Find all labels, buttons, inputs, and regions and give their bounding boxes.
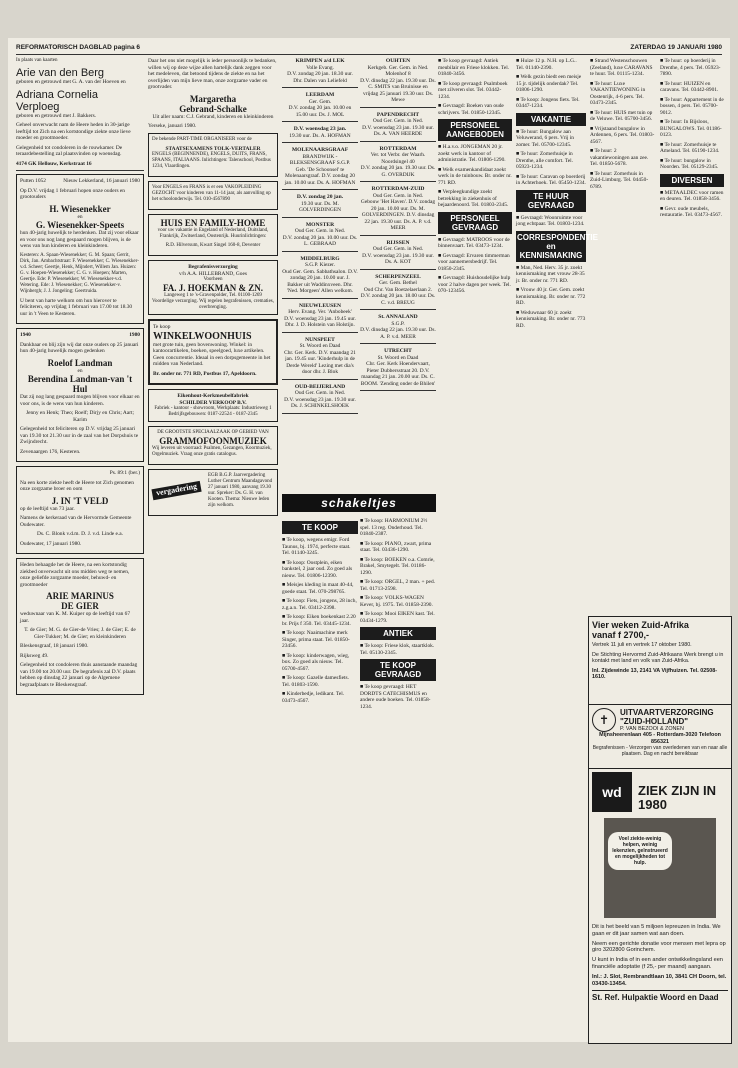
classified-ad: ■ Te huur: Zomerhuisje in Drenthe, alle comfort. Tel. 05923-1234. — [516, 151, 574, 170]
text: ENGELS (BEGINNENDE), ENGELS, DUITS, FRANS, SPAANS, ITALIAANS. Inlichtingen: Talenschool, Postbus 1234, Vlaardingen. — [152, 152, 271, 169]
column-4-churches — [360, 58, 436, 488]
text: Neem een gerichte donatie voor mensen met lepra op giro 3202800 Gorinchem. — [592, 940, 726, 954]
divider — [282, 87, 358, 88]
church-t: D.V. dinsdag 22 jan. 19.30 uur. Ds. C. SMITS van Bruinisse en vrijdag 25 januari 19.30 uur. Ds. Mewe — [360, 77, 436, 103]
classified-ad: ■ Gevraagd: Boeken van oude schrijvers. Tel. 01850-12345. — [438, 103, 504, 116]
classified-ad: ■ Te koop: Friese klok, staartklok. Tel. 05130-2345. — [360, 643, 435, 656]
church-name: NUNSPEET — [305, 336, 335, 343]
en: en — [77, 367, 83, 374]
classified-ad: ■ Te koop: BOEKEN o.a. Comrie, Brakel, Smytegelt. Tel. 01186-1290. — [360, 556, 435, 576]
divider — [360, 235, 436, 236]
text: Dat zij nog lang gespaard mogen blijven voor elkaar en voor ons, is de wens van hun kinderen. — [20, 394, 140, 407]
address: Rijksweg 49. — [20, 652, 49, 659]
church-service — [360, 274, 436, 311]
address: Inl.: J. Slot, Rembrandtlaan 10, 3841 CH Doorn, tel. 03430-13454. — [592, 973, 727, 987]
name: DE GIER — [61, 601, 99, 611]
church-sub: Oud Ger. Gem. in Ned. — [372, 246, 424, 252]
column-5 — [438, 58, 512, 1036]
classified-ad: ■ Te koop: HARMONIUM 2½ spel. 13 reg. Onderhoud. Tel. 01840-2387. — [360, 518, 428, 537]
church-t: D.V. woensdag 23 jan. 19.45 uur. Dhr. J. D. Holstein van Holstijn. — [284, 315, 356, 328]
church-t: D.V. woensdag 23 jan. 19.30 uur. Ds. J. SCHINKELSHOEK — [284, 396, 356, 409]
column-1 — [16, 58, 144, 1036]
church-name: D.V. woensdag 23 jan. — [293, 126, 347, 132]
church-sub: Volle Evang. — [306, 64, 334, 71]
text: Uit aller naam: C.J. Gebrand, kinderen en kleinkinderen — [152, 113, 274, 120]
text: Vertrek 11 juli en vertrek 17 oktober 1980. — [592, 642, 692, 648]
date: Yerseke, januari 1980. — [148, 123, 197, 129]
classified-ad: ■ Meisjes kleding in maat 40-44, goede staat. Tel. 070-298765. — [282, 582, 354, 595]
text: R.D. Hilversum, Kwart Singel 160-8, Deventer — [165, 243, 261, 248]
church-service — [282, 58, 358, 88]
church-t: D.V. dinsdag 22 jan. 19.30 uur. Ds. A. P. v.d. MEER — [360, 327, 436, 340]
text: Namens de kerkeraad van de Hervormde Gemeente Oudewater. — [20, 515, 132, 528]
church-service — [282, 92, 358, 122]
church-t: Geb. 'De Schoonsel' te Molenaarsgraaf. D.V. zondag 20 jan. 10.00 uur. Ds. A. HOFMAN — [284, 166, 356, 186]
text: geboren en getrouwd met G. A. van der Hoeven en — [16, 79, 126, 85]
church-t: D.V. woensdag 23 jan. 19.30 uur. Ds. A. KOT — [362, 252, 434, 265]
text: Heden behaagde het de Heere, na een kortstondig ziekbed onverwacht uit ons midden weg te nemen, onze geliefde zorgzame moeder, behuwd- en grootmoeder — [20, 562, 130, 588]
divider — [360, 141, 436, 142]
section-heading: TE KOOP GEVRAAGD — [360, 659, 436, 681]
name: H. Wiesenekker — [49, 203, 111, 214]
classified-ad: ■ Te koop: Mooi EIKEN kast. Tel. 03434-1279. — [360, 611, 435, 624]
text: Op D.V. vrijdag 1 februari hopen onze ouders en grootouders — [20, 187, 125, 200]
text: Langeweg 1 te 's-Gravenpolder, Tel. 01100-1269 — [164, 293, 262, 298]
church-service — [282, 126, 358, 143]
divider — [360, 309, 436, 310]
name: J. IN 'T VELD — [51, 495, 109, 506]
church-t: D.V. zondag 20 jan. 10.00 uur. Ds. L. GEBRAAD — [282, 234, 358, 247]
ad-family-home — [148, 214, 278, 256]
newspaper-page — [8, 38, 730, 1042]
classified-ad: ■ Te koop: Naaimachine merk Singer, prima staat. Tel. 01850-23456. — [282, 630, 350, 649]
name: Gebrand-Schalke — [179, 103, 247, 114]
sub: P. VAN BEZOOI & ZONEN — [620, 726, 684, 732]
ad-grammofoon — [148, 426, 278, 465]
divider — [282, 121, 358, 122]
ad-kerkmeubel — [148, 389, 278, 422]
title: HUIS EN FAMILY-HOME — [160, 218, 266, 228]
title: ZIEK ZIJN IN 1980 — [638, 783, 717, 812]
text: De bekende PART-TIME ORGANISEER voor de — [152, 136, 252, 142]
cross-icon: ✝ — [592, 708, 616, 732]
classified-ad: ■ Te huur: Appartement in de bossen, 4 pers. Tel. 05700-9012. — [660, 96, 724, 116]
church-sub: Kerkgeb. Ger. Gem. in Ned. Molenhof 8 — [367, 64, 429, 77]
church-name: LEERDAM — [305, 92, 335, 98]
classified-ad: ■ Te koop: VOLKS-WAGEN Kever, bj. 1975. Tel. 01858-2390. — [360, 595, 433, 608]
church-service — [360, 186, 436, 236]
ad-begrafenis — [148, 260, 278, 315]
divider — [360, 181, 436, 182]
church-name: RIJSSEN — [386, 239, 410, 246]
classified-ad: ■ Te huur: Luxe VAKANTIEWONING in Oostenrijk, 4-6 pers. Tel. 03473-2345. — [590, 80, 646, 106]
text: Daar het ons niet mogelijk is ieder persoonlijk te bedanken, willen wij op deze wijze allen hartelijk dank zeggen voor het medeleven, dat betoond tijdens de ziekte en na het overlijden van mijn lieve man, onze zorgzame vader en grootvader. — [148, 58, 277, 90]
announcement-death — [16, 466, 144, 554]
title: WINKELWOONHUIS — [153, 330, 252, 342]
church-service — [282, 303, 358, 333]
text: SCHILDER VERKOOP B.V. — [179, 399, 247, 406]
text: v/h A.A. HILLEBRAND, Goes — [179, 270, 247, 277]
classified-ad: ■ Te huur: HUIZEN en caravans. Tel. 03442-8901. — [660, 80, 719, 93]
classified-ad: ■ Huize 12 p. N.H. op L.G.. Tel. 01140-2390. — [516, 58, 577, 71]
classified-ad: ■ Te huur: bungalow in Noorden. Tel. 05129-2345. — [660, 157, 719, 170]
text: De Stichting Hervormd Zuid-Afrikaans Werk brengt u in kontakt met land en volk van Zuid-Afrika. — [592, 651, 724, 664]
classified-ad: ■ Te koop gevraagd: Antiek meubilair en Friese klokken. Tel. 01840-3456. — [438, 58, 510, 77]
divider — [282, 298, 358, 299]
year: 1940 — [20, 332, 31, 338]
church-name: ROTTERDAM-ZUID — [371, 186, 425, 192]
divider — [282, 217, 358, 218]
church-sub: Ger. Gem. — [308, 98, 332, 105]
church-name: MOLENAARSGRAAF — [291, 147, 349, 153]
text: Wij leveren uit voorraad: Psalmen, Gezangen, Koormuziek, Orgelmuziek. Vraag onze gratis catalogus. — [152, 446, 272, 457]
announcement-anniversary — [16, 174, 144, 324]
classified-ad: ■ Te koop: Eiken boekenkast 2.20 br. Prijs f 350. Tel. 03445-1234. — [282, 614, 356, 627]
classified-ad: ■ Welk gezin biedt een meisje 15 jr. tijdelijk onderdak? Tel. 01806-1290. — [516, 74, 582, 93]
church-name: D.V. zondag 20 jan. — [296, 194, 344, 200]
header-left: REFORMATORISCH DAGBLAD pagina 6 — [16, 44, 140, 51]
text: Br. onder nr. 771 RD, Postbus 17, Apeldoorn. — [153, 370, 257, 377]
name: Adriana Cornelia Verploeg — [16, 88, 98, 113]
section-heading: ANTIEK — [360, 627, 436, 640]
church-name: NIEUWLEUSEN — [299, 302, 341, 309]
section-heading: TE HUUR GEVRAAGD — [516, 190, 586, 212]
text: Fabriek - kantoor - showroom, Werkplaats: Industrieweg 1 — [154, 406, 272, 411]
section-heading: VAKANTIE — [516, 113, 586, 126]
title: Vier weken Zuid-Afrika — [592, 620, 689, 630]
text: met grote tuin, geen bovenwoning. Winkel: in kantoorartikelen, boeken, speelgoed, luxe artikelen. Geen concurrentie. Ideaal in een dorpsgemeente in het midden van Nederland. — [153, 341, 271, 367]
title: STAATSEXAMENS TOLK-VERTALER — [165, 145, 261, 152]
divider — [360, 343, 436, 344]
text: weduwnaar van K. M. Kuiper op de leeftijd van 67 jaar. — [20, 611, 131, 624]
classified-ad: ■ Te koop: PIANO, zwart, prima staat. Tel. 03436-1290. — [360, 540, 432, 553]
classified-ad: ■ Weduwnaar 60 jr. zoekt kennismaking. Br. onder nr. 773 RD. — [516, 309, 586, 329]
divider — [282, 142, 358, 143]
church-name: OUHTEN — [385, 58, 411, 64]
text: Dankbaar en blij zijn wij dat onze ouders op 25 januari hun 40-jarig huwelijk mogen gedenken — [20, 341, 139, 354]
classified-ad: ■ Te huur: Caravan op boerderij in Achterhoek. Tel. 05450-1234. — [516, 173, 586, 186]
church-sub: Ver. tot Verbr. der Waarh. Noordsingel 40 — [370, 152, 426, 165]
church-service — [282, 384, 358, 414]
church-t: D.V. zondag 20 jan. 10.00 en 15.00 uur. Ds. J. MOL — [288, 105, 352, 118]
text: EGB B.G.P. Jaarvergadering Luther Centrum Maandagavond 27 januari 1980, aanvang 19.30 uur. Spreker: Ds. G. H. van Kooten. Thema: Nieuwe leden zijn welkom. — [208, 473, 273, 508]
family-list: Kesteren: A. Spaan-Wiesenekker; G. M. Spaan; Gerrit, Dirk, Jan. Ambachtstraat: F. Wiesenekker; C. Wiesenekker-v.d. Scheer; Geertje, Henk, Mijndert, Willem Jan. Huizen: G. v. Hoepen-Wiesenekker; C. G. v. Hoepen; Marten, Geertje. Ede: P. Wiesenekker; W. Wiesenekker-v.d. Wetering. Ede: J. Wiesenekker; G. Wiesenekker-v. Wijnbergh; J. J. Jongeling; Geertruida. — [20, 252, 139, 294]
church-sub: Oud Ger. Gem. in Ned. — [294, 228, 346, 234]
church-name: OUD-BEIJERLAND — [294, 383, 346, 390]
signature: Ds. C. Blonk v.d.m. D. J. v.d. Linde e.a. — [37, 531, 123, 537]
church-sub: Oud Ger. Gem. in Ned. — [294, 390, 346, 396]
church-name: MIDDELBURG — [300, 255, 340, 262]
text: Na een korte ziekte heeft de Heere tot Zich genomen onze zorgzame broer en oom — [20, 479, 134, 492]
signature: St. Ref. Hulpaktie Woord en Daad — [592, 990, 728, 1002]
ref: Ps. 89:1 (ber.) — [109, 470, 140, 476]
classified-ad: ■ Vrouw 40 jr. Ger. Gem. zoekt kennismaking. Br. onder nr. 772 RD. — [516, 287, 586, 306]
church-sub: St. Woord en Daad — [299, 343, 341, 349]
classified-ad: ■ Te huur: Zomerhuis in Zuid-Limburg. Tel. 04450-6789. — [590, 170, 649, 190]
church-t: Oud Chr. Van Boetzelaerlaan 2. D.V. zondag 20 jan. 18.00 uur. Ds. C. v.d. BREUG — [360, 286, 436, 306]
divider — [360, 269, 436, 270]
text: Bedrijfsgebouwen: 0187-22524 - 0187-2345 — [168, 412, 258, 417]
column-7 — [590, 58, 656, 618]
section-heading: CORRESPONDENTIE en KENNISMAKING — [517, 232, 598, 260]
church-service — [282, 147, 358, 190]
date: Bleskensgraaf, 18 januari 1980. — [20, 643, 89, 649]
text: Voorheen — [203, 277, 223, 282]
text: U kunt in India of in een ander ontwikkelingsland een financiële adoptatie (f 25,- per maand) aangaan. — [592, 957, 723, 970]
divider — [282, 379, 358, 380]
church-t: D.V. woensdag 23 jan. 19.30 uur. Ds. A. VAN HEERDE — [362, 124, 434, 137]
ad-winkelwoonhuis — [148, 319, 278, 385]
church-t: D.V. zondag 20 jan. 18.30 uur. Dhr. Dalen van Leliefeld — [287, 71, 353, 84]
photo-illustration — [604, 818, 716, 918]
address: Zevenaargen 176, Kesteren. — [20, 448, 81, 455]
church-name: UTRECHT — [384, 348, 412, 354]
name: G. Wiesenekker-Speets — [35, 220, 125, 230]
church-sub: Herv. Evang. Ver. 'Anbobeek' — [288, 309, 352, 315]
classified-ad: ■ Te huur: op boerderij in Drenthe, 4 pers. Tel. 05923-7890. — [660, 58, 721, 77]
text: Voor ENGELS en FRANS is er een VAKOPLEIDING GEZOCHT voor kinderen van 11-14 jaar, als aanvulling op het schoolonderwijs. Tel. 010-4567890 — [152, 185, 271, 202]
classified-ad: ■ METAALDEC voor ramen en deuren. Tel. 01858-3456. — [660, 189, 724, 202]
church-name: PAPENDRECHT — [376, 111, 420, 118]
section-heading: DIVERSEN — [660, 174, 724, 187]
classified-ad: ■ Te koop: kinderwagen, wieg, box. Zo goed als nieuw. Tel. 05700-4567. — [282, 652, 350, 672]
church-service — [282, 256, 358, 299]
place: Putten 1052 — [20, 178, 46, 184]
name: Berendina Landman-van 't Hul — [27, 374, 133, 394]
text: voor uw vakantie in Engeland of Nederland, Duitsland, Frankrijk, Zwitserland, Oostenrijk. Huurinlichtingen: — [157, 228, 269, 239]
column-2 — [148, 58, 278, 1036]
divider — [282, 332, 358, 333]
church-t: 19.30 uur. Ds. A. HOFMAN — [289, 132, 351, 139]
classified-ad: ■ Strand Westenschouwen (Zeeland), luxe CARAVANS te huur. Tel. 01115-1234. — [590, 58, 653, 77]
year: 1980 — [129, 332, 140, 338]
price: vanaf f 2700,- — [592, 630, 650, 640]
schakeltjes-banner: schakeltjes — [282, 494, 436, 512]
classified-ad: ■ Te huur: 2 vakantiewoningen aan zee. Tel. 01850-5678. — [590, 148, 649, 167]
family-list: T. de Gier; M. G. de Gier-de Vries; J. de Gier; E. de Gier-Tukker; M. de Gier; en kleinkinderen — [24, 627, 136, 640]
classified-ad: ■ Te huur: In Bijsloos, BUNGALOWS. Tel. 01186-0123. — [660, 119, 722, 138]
classified-ad: ■ Welk examenkandidaat zoekt werk in de tuinbouw. Br. onder nr. 771 RD. — [438, 166, 512, 186]
classified-ad: ■ Gevraagd: Ervaren timmerman voor aannemersbedrijf. Tel. 01850-2345. — [438, 252, 510, 272]
classified-ad: ■ Verpleegkundige zoekt betrekking in ziekenhuis of bejaardenoord. Tel. 01803-2345. — [438, 189, 509, 208]
name: Arie van den Berg — [16, 67, 105, 79]
label: vergadering — [151, 481, 201, 500]
church-t: D.V. zondag 20 jan. 19.30 uur. Ds. G. OVERDIJK — [360, 165, 436, 178]
classified-ad: ■ Te koop, wegens emigr. Ford Taunus, bj. 1974, perfecte staat. Tel. 01140-3245. — [282, 537, 351, 556]
text: Begrafenisverzorging — [188, 264, 238, 270]
ad-vergadering — [148, 469, 278, 516]
classified-ad: ■ Te koop gevraagd: HET DORDTS CATECHISMUS en andere oude boeken. Tel. 01858-1234. — [360, 684, 431, 710]
text: Gelegenheid tot feliciteren op D.V. vrijdag 25 januari van 19.30 tot 21.30 uur in de zaal van het Dorpshuis te Zwijndrecht. — [20, 426, 139, 445]
text: Gelegenheid tot condoleren in de rouwkamer. De teraardebestelling zal plaatsvinden op woensdag. — [16, 144, 123, 157]
church-sub: S.G.P. — [391, 320, 405, 327]
thanks-notice — [148, 58, 278, 130]
text: Mijnsheerenlaan 405 - Rotterdam-3020 Telefoon 856321 — [599, 732, 721, 745]
section-heading: PERSONEEL AANGEBODEN — [438, 119, 512, 141]
text: Voordelige verzorging. Wij regelen begrafenissen, crematies, overbrenging. — [152, 299, 274, 310]
church-sub: S.G.P. Kiezer. — [304, 262, 336, 268]
classified-ad: ■ Gevraagd: Woonruimte voor jong echtpaar. Tel. 01803-1234. — [516, 214, 585, 227]
column-3-churches — [282, 58, 358, 488]
date: Oudewater, 17 januari 1980. — [20, 540, 82, 547]
classified-ad: ■ Te koop gevraagd: Psalmboek met zilveren slot. Tel. 03442-1234. — [438, 80, 508, 100]
kids: Jenny en Henk; Theo; Roelf; Dirjy en Chris; Aart; Karim — [26, 410, 134, 423]
announcement-birth — [16, 58, 144, 167]
intro: In plaats van kaarten — [16, 58, 58, 63]
church-t: Chr. Ger. Kerk Hoendervaart, Pieter Dubbersstraat 20. D.V. maandag 21 jan. 20.00 uur. Ds. C. BOOM. 'Zending onder de Bhilen' — [360, 361, 436, 387]
divider — [282, 251, 358, 252]
classified-ad: ■ Te koop: Jongens fiets. Tel. 03447-1234. — [516, 96, 580, 109]
column-8 — [660, 58, 724, 618]
church-service — [282, 337, 358, 380]
classified-ad: ■ Te huur: Zomerhuisje te Ameland. Tel. 05190-1234. — [660, 141, 720, 154]
name: Margaretha — [189, 93, 237, 104]
name: "ZUID-HOLLAND" — [620, 717, 689, 726]
column-4-classifieds — [360, 518, 436, 1036]
divider — [360, 390, 436, 391]
title: FA. J. HOEKMAN & ZN. — [162, 283, 264, 293]
church-name: KRIMPEN a/d LEK — [295, 58, 345, 64]
classified-ad: ■ Te koop: Gazelle damesfiets. Tel. 01803-1590. — [282, 675, 349, 688]
title: GRAMMOFOONMUZIEK — [159, 436, 267, 446]
classified-ad: ■ Gevraagd: Huishoudelijke hulp voor 2 halve dagen per week. Tel. 070-123456. — [438, 275, 511, 294]
title: UITVAARTVERZORGING — [620, 708, 714, 717]
church-name: St. ANNALAND — [378, 314, 418, 320]
church-name: ROTTERDAM — [379, 145, 417, 152]
classified-ad: ■ Gevr. oude meubels, restauratie. Tel. 03473-4567. — [660, 205, 722, 218]
divider — [282, 189, 358, 190]
ad-uitvaart — [588, 704, 732, 772]
classified-ad: ■ Te huur: Bungalow aan Veluwerand, 6 pers. Vrij in zomer. Tel. 05700-12345. — [516, 128, 574, 148]
classified-ad: ■ Te koop: ORGEL, 2 man. + ped. Tel. 01713-2598. — [360, 579, 435, 592]
classified-ad: ■ Te huur: HUIS met tuin op de Veluwe. Tel. 05700-3456. — [590, 109, 653, 122]
section-heading: TE KOOP — [282, 521, 358, 534]
address: Inl. Zijdewinde 13, 2141 VA Vijfhuizen. Tel. 02508-1610. — [592, 667, 718, 680]
church-name: MONSTER — [305, 221, 335, 228]
text: Eikenhout-Kerkmeubelfabriek — [177, 393, 249, 399]
church-service — [360, 146, 436, 183]
ad-woord-en-daad — [588, 768, 732, 1044]
name: ARIE MARINUS — [46, 591, 114, 601]
text: DE GROOTSTE SPECIAALZAAK OP GEBIED VAN — [157, 430, 269, 435]
text: U bent van harte welkom om hun hierover te feliciteren, op vrijdag 1 februari van 17.00 tot 18.30 uur in 't Veen te Kesteren. — [20, 297, 133, 317]
text: hun 40-jarig huwelijk te herdenken. Dat zij voor elkaar en voor ons nog lang gespaard mogen blijven, is de wens van hun kinderen en kleinkinderen. — [20, 230, 139, 249]
column-6 — [516, 58, 598, 1036]
classified-ad: ■ Man, Ned. Herv. 35 jr. zoekt kennismaking met vrouw 28-35 jr. Br. onder nr. 771 RD. — [516, 264, 585, 284]
text: Geheel onverwacht nam de Heere heden in 30-jarige leeftijd tot Zich na een kortstondige ziekte onze lieve moeder en grootmoeder. — [16, 122, 131, 141]
wd-logo: wd — [592, 772, 632, 812]
church-service — [360, 240, 436, 270]
ad-vakopleiding — [148, 181, 278, 210]
announcement-death-2 — [16, 558, 144, 695]
church-service — [360, 112, 436, 142]
date: Nieuw Lekkerland, 16 januari 1980 — [63, 178, 140, 184]
church-name: SCHERPENZEEL — [375, 273, 421, 280]
en: en — [77, 213, 83, 220]
name: Roelof Landman — [47, 357, 113, 368]
divider — [282, 413, 358, 414]
header-right: ZATERDAG 19 JANUARI 1980 — [630, 44, 722, 51]
church-sub: Oud Ger. Gem. in Ned. — [372, 118, 424, 124]
divider — [16, 170, 144, 171]
church-service — [360, 314, 436, 344]
classified-ad: ■ Vrijstaand bungalow in Ardennen, 6 pers. Tel. 01803-4567. — [590, 125, 655, 145]
church-sub: Ger. Gem. Bethel — [379, 280, 417, 286]
announcement-anniversary-2 — [16, 328, 144, 462]
label: Te koop — [153, 324, 171, 330]
classified-ad: ■ H.a.v.o. JONGEMAN 20 jr. zoekt werk in kantoor of administratie. Tel. 01806-1290. — [438, 144, 506, 163]
classified-ad: ■ Kinderbedje, ledikant. Tel. 03473-4567. — [282, 691, 345, 704]
classified-ad: ■ Gevraagd: MATROOS voor de binnenvaart. Tel. 03473-1234. — [438, 236, 510, 249]
church-sub: St. Woord en Daad — [377, 354, 419, 361]
church-t: Chr. Ger. Kerk. D.V. maandag 21 jan. 19.45 uur. 'Kinderhulp in de Derde Wereld' Lezing met dia's door dhr. J. Blok — [284, 349, 356, 375]
church-service — [282, 222, 358, 252]
text: Begrafenissen - Verzorgen van overledenen van en naar alle plaatsen. Dag en nacht bereikbaar — [592, 745, 728, 757]
divider — [360, 107, 436, 108]
ad-zuid-afrika — [588, 616, 732, 708]
text: Dit is het beeld van 5 miljoen lepreuzen in India. We gaan er dit jaar samen wat aan doen. — [592, 924, 721, 937]
classified-ad: ■ Te koop: Oostplein, eiken bankstel, 2 jaar oud. Zo goed als nieuw. Tel. 01806-12390. — [282, 559, 353, 579]
classified-ad: ■ Te koop: Fiets, jongens, 28 inch, z.g.a.n. Tel. 03412-2398. — [282, 598, 357, 611]
church-service — [360, 58, 436, 108]
church-service — [360, 348, 436, 391]
address: 4174 GK Hellouw, Kerkstraat 16 — [16, 160, 92, 167]
church-service — [282, 194, 358, 218]
text: Gelegenheid tot condoleren thuis aanstaande maandag van 19.00 tot 20.00 uur. De begrafenis zal D.V. plaats hebben op dinsdag 22 januari op de Algemene begraafplaats te Bleskensgraaf. — [20, 662, 138, 688]
ad-staatsexamens — [148, 133, 278, 178]
page-header — [16, 44, 722, 55]
column-3-classifieds — [282, 518, 358, 1036]
church-sub: Oud Ger. Gem. in Ned. — [372, 192, 424, 199]
text: op de leeftijd van 73 jaar. — [20, 505, 75, 512]
section-heading: PERSONEEL GEVRAAGD — [438, 212, 512, 234]
church-t: Oud Ger. Gem. Sabbathsalon. D.V. zondag 20 jan. 10.00 uur. J. Bakker uit Waddinxveen. Dhr. 'Ned. Morgeen' Allen welkom. — [282, 268, 358, 294]
text: geboren en getrouwd met J. Bakkers. — [16, 112, 97, 119]
church-sub: BRANDWIJK - BLEKSENSGRAAF S.G.P. — [289, 153, 351, 166]
speech-bubble: Voel ziekte-weinig helpen, weinig lekenzien, geïnstrueerd en mogelijkheden tot hulp. — [608, 832, 672, 870]
church-t: 19.30 uur. Ds. M. GOLVERDINGEN — [298, 200, 342, 213]
church-t: Gebouw 'Het Haven'. D.V. zondag 20 jan. 10.00 uur. Ds. M. GOLVERDINGEN. D.V. dinsdag 22 jan. 19.30 uur. Ds. A. P. v.d. MEER — [360, 199, 436, 231]
